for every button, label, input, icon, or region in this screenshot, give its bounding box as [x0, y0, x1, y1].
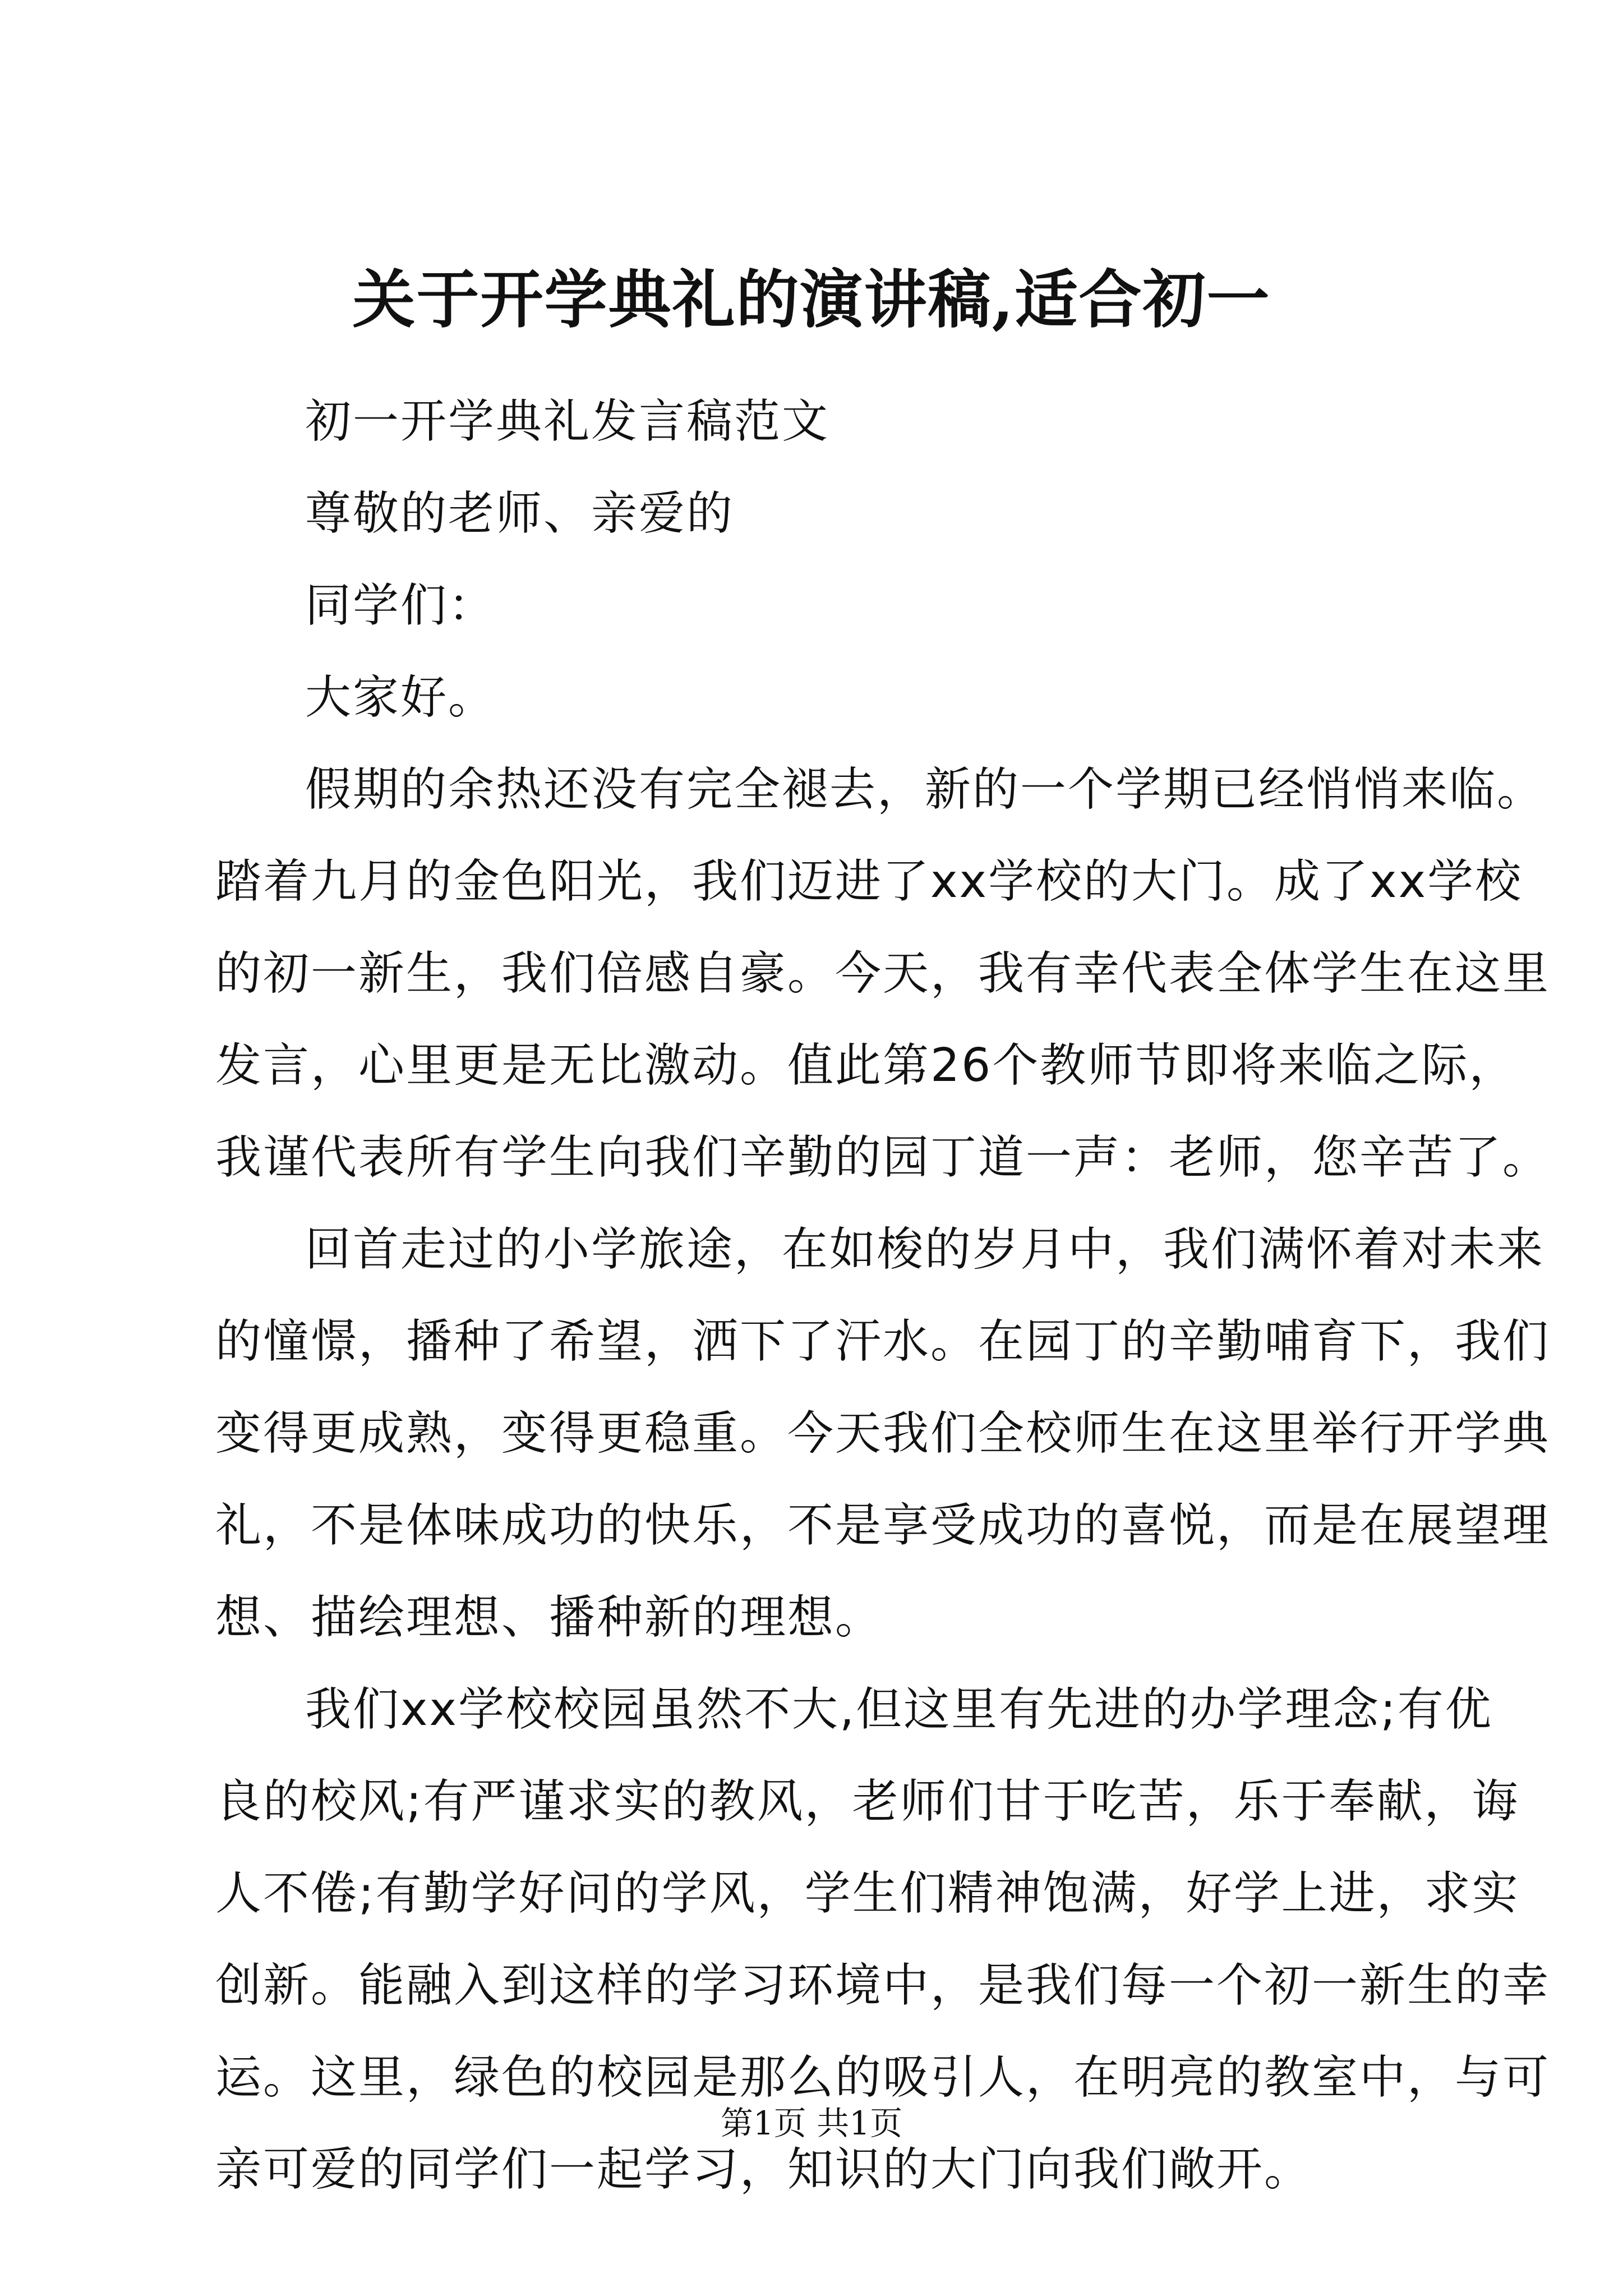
- body-line: 大家好。: [305, 671, 496, 724]
- body-line: 运。这里，绿色的校园是那么的吸引人，在明亮的教室中，与可: [215, 2051, 1551, 2104]
- body-line: 创新。能融入到这样的学习环境中，是我们每一个初一新生的幸: [215, 1959, 1551, 2012]
- body-line: 亲可爱的同学们一起学习，知识的大门向我们敞开。: [215, 2143, 1312, 2196]
- body-line: 的初一新生，我们倍感自豪。今天，我有幸代表全体学生在这里: [215, 947, 1551, 1000]
- body-line: 我谨代表所有学生向我们辛勤的园丁道一声：老师，您辛苦了。: [215, 1131, 1551, 1184]
- document-body: [215, 376, 1551, 2216]
- body-line: 想、描绘理想、播种新的理想。: [215, 1591, 883, 1644]
- body-line: 初一开学典礼发言稿范文: [305, 395, 830, 448]
- body-line: 同学们：: [305, 579, 496, 632]
- body-line: 尊敬的老师、亲爱的: [305, 487, 735, 540]
- body-line: 礼，不是体味成功的快乐，不是享受成功的喜悦，而是在展望理: [215, 1499, 1551, 1552]
- page-footer: 第1页 共1页: [720, 2104, 903, 2142]
- body-line: 良的校风;有严谨求实的教风，老师们甘于吃苦，乐于奉献，诲: [215, 1775, 1520, 1828]
- body-line: 假期的余热还没有完全褪去，新的一个学期已经悄悄来临。: [305, 763, 1545, 816]
- body-line: 我们xx学校校园虽然不大,但这里有先进的办学理念;有优: [305, 1683, 1493, 1736]
- body-line: 人不倦;有勤学好问的学风，学生们精神饱满，好学上进，求实: [215, 1867, 1520, 1920]
- body-line: 回首走过的小学旅途，在如梭的岁月中，我们满怀着对未来: [305, 1223, 1545, 1276]
- document-title: 关于开学典礼的演讲稿,适合初一: [352, 263, 1271, 337]
- body-line: 变得更成熟，变得更稳重。今天我们全校师生在这里举行开学典: [215, 1407, 1551, 1460]
- body-line: 踏着九月的金色阳光，我们迈进了xx学校的大门。成了xx学校: [215, 855, 1523, 908]
- body-line: 的憧憬，播种了希望，洒下了汗水。在园丁的辛勤哺育下，我们: [215, 1315, 1551, 1368]
- body-line: 发言，心里更是无比激动。值此第26个教师节即将来临之际，: [215, 1039, 1517, 1092]
